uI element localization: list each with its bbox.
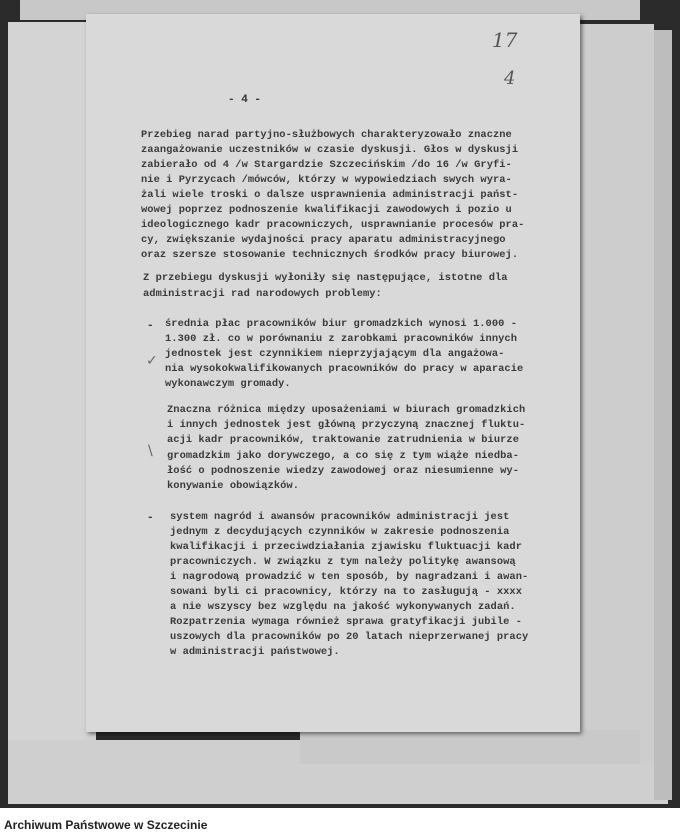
text-line: kwalifikacji i przeciwdziałania zjawisku fluktuacji kadr bbox=[170, 541, 522, 553]
text-line: gromadzkim jako dorywczego, a co się z tym wiąże niedba- bbox=[167, 449, 519, 462]
text-line: zabierało od 4 /w Stargardzie Szczecińskim /do 16 /w Gryfi- bbox=[141, 159, 512, 171]
text-line: łość o podnoszenie wiedzy zawodowej oraz niesumienne wy- bbox=[167, 464, 519, 477]
archive-name: Archiwum Państwowe w Szczecinie bbox=[4, 818, 208, 832]
text-line: 1.300 zł. co w porównaniu z zarobkami pracowników innych bbox=[165, 333, 517, 345]
handwritten-check-mark: ✓ bbox=[146, 353, 158, 369]
text-line: uszowych dla pracowników po 20 latach nieprzerwanej pracy bbox=[170, 631, 529, 643]
text-line: oraz szersze stosowanie technicznych środków pracy biurowej. bbox=[141, 249, 519, 261]
text-line: i nagrodową prowadzić w ten sposób, by nagradzani i awan- bbox=[170, 571, 529, 583]
text-line: żali wiele troski o dalsze usprawnienia administracji państ- bbox=[141, 189, 519, 201]
text-line: pracowniczych. W związku z tym należy politykę awansową bbox=[170, 556, 516, 568]
handwritten-folio-number: 17 bbox=[492, 28, 518, 52]
text-line: wykonawczym gromady. bbox=[165, 378, 291, 390]
text-line: Rozpatrzenia wymaga również sprawa gratyfikacji jubile - bbox=[170, 616, 522, 628]
text-line: system nagród i awansów pracowników administracji jest bbox=[170, 511, 510, 523]
text-line: sowani byli ci pracownicy, którzy na to zasługują - xxxx bbox=[170, 586, 522, 598]
text-line: cy, zwiększanie wydajności pracy aparatu administracyjnego bbox=[141, 234, 506, 246]
text-line: nia wysokokwalifikowanych pracowników do pracy w aparacie bbox=[165, 363, 524, 375]
text-line: administracji rad narodowych problemy: bbox=[143, 287, 382, 300]
bullet-dash: - bbox=[147, 512, 154, 524]
text-line: Znaczna różnica między uposażeniami w biurach gromadzkich bbox=[167, 404, 526, 416]
background-sheet-left bbox=[8, 22, 96, 742]
text-line: a nie wszyscy bez względu na jakość wykonywanych zadań. bbox=[170, 601, 516, 613]
text-line: zaangażowanie uczestników w czasie dyskusji. Głos w dyskusji bbox=[141, 144, 519, 156]
background-sheet-edge bbox=[654, 30, 672, 800]
text-line: jednym z decydujących czynników w zakresie podnoszenia bbox=[170, 526, 510, 538]
text-line: ideologicznego kadr pracowniczych, usprawnianie procesów pra- bbox=[141, 219, 525, 231]
text-line: w administracji państwowej. bbox=[170, 646, 340, 658]
text-line: konywanie obowiązków. bbox=[167, 480, 299, 492]
text-line: acji kadr pracowników, traktowanie zatrudnienia w biurze bbox=[167, 434, 519, 447]
background-sheet-lower bbox=[300, 730, 640, 764]
handwritten-slash-mark: \ bbox=[148, 443, 153, 459]
text-line: średnia płac pracowników biur gromadzkich wynosi 1.000 - bbox=[165, 318, 517, 330]
footer-bar bbox=[0, 808, 680, 840]
text-line: jednostek jest czynnikiem nieprzyjającym dla angażowa- bbox=[165, 348, 505, 360]
page-number: - 4 - bbox=[228, 94, 262, 106]
handwritten-mark: 4 bbox=[504, 68, 516, 89]
text-line: wowej poprzez podnoszenie kwalifikacji zawodowych i pozio u bbox=[141, 204, 512, 216]
text-line: Przebieg narad partyjno-służbowych charakteryzowało znaczne bbox=[141, 129, 512, 141]
text-line: i innych jednostek jest główną przyczyną znacznej fluktu- bbox=[167, 419, 526, 432]
text-line: nie i Pyrzycach /mówców, którzy w wypowiedziach swych wyra- bbox=[141, 174, 512, 186]
text-line: Z przebiegu dyskusji wyłoniły się następujące, istotne dla bbox=[143, 272, 508, 284]
bullet-dash: - bbox=[147, 320, 154, 332]
